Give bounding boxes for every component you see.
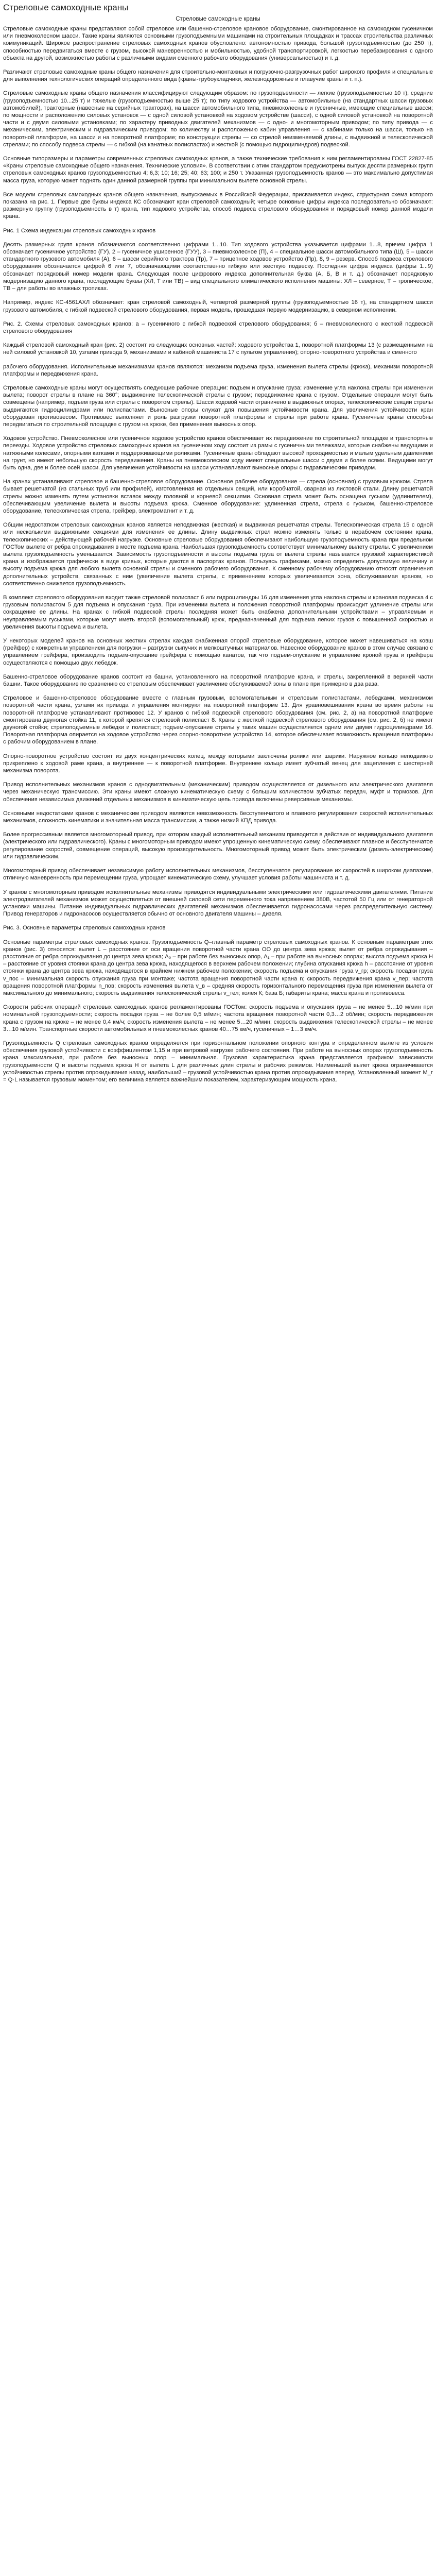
article-paragraph: Основные параметры стреловых самоходных кранов. Грузоподъемность Q–главный параметр стреловых самоходных кранов. К основным параметрам этих кранов (рис. 3) относятся: вылет L – расстояние от оси вращения поворотной части крана ОО до центра зева крюка; вылет от ребра опрокидывания – расстояние от ребра опрокидывания до центра зева крюка; А₀ – при работе без выносных опор, А₁ – при работе на выносных опорах; высота подъема крюка H – расстояние от уровня стоянки крана до центра зева крюка, находящегося в верхнем рабочем положении; глубина опускания крюка h – расстояние от уровня стоянки крана до центра зева крюка, находящегося в крайнем нижнем рабочем положении; скорость подъема и опускания груза v_гр; скорость посадки груза v_пос – минимальная скорость опускания груза при монтаже; частота вращения поворотной части крана n; скорость передвижения крана v_пер; частота вращения поворотной платформы n_пов; скорость изменения вылета v_в – средняя скорость горизонтального перемещения груза при изменении вылета от максимального до минимального; скорость выдвижения телескопической стрелы v_тел; колея К; база Б; габариты крана; масса крана и противовеса. [3, 939, 433, 996]
article-paragraph: Рис. 1 Схема индексации стреловых самоходных кранов [3, 227, 156, 234]
article-paragraph: Стреловые самоходные краны представляют собой стреловое или башенно-стреловое крановое оборудование, смонтированное на самоходном гусеничном или пневмоколесном шасси. Такие краны являются основными грузоподъемными машинами на строительных площадках и трассах строительства различных коммуникаций. Широкое распространение стреловых самоходных кранов обусловлено: автономностью привода, большой грузоподъемностью (до 250 т), способностью передвигаться вместе с грузом, высокой маневренностью и мобильностью, удобной транспортировкой, легкостью перебазирования с одного объекта на другой, возможностью работы с различными видами сменного рабочего оборудования (универсальностью) и т. д. [3, 26, 433, 61]
article-paragraph: Например, индекс КС-4561АХЛ обозначает: кран стреловой самоходный, четвертой размерной группы (грузоподъемностью 16 т), на стандартном шасси грузового автомобиля, с гибкой подвеской стрелового оборудования, первая модель, прошедшая первую модернизацию, в северном исполнении. [3, 299, 433, 313]
article-paragraph: Привод исполнительных механизмов кранов с однодвигательным (механическим) приводом осуществляется от дизельного или электрического двигателя через механическую трансмиссию. Эти краны имеют сложную кинематическую схему с большим количеством зубчатых передач, муфт и тормозов. Для обеспечения независимых движений отдельных механизмов в кинематическую цепь привода включены реверсивные механизмы. [3, 782, 433, 803]
article-paragraph: Основными недостатками кранов с механическим приводом являются невозможность бесступенчатого и плавного регулирования скоростей исполнительных механизмов, сложность кинематики и значительная масса трансмиссии, а также низкий КПД привода. [3, 810, 433, 824]
article-paragraph: Опорно-поворотное устройство состоит из двух концентрических колец, между которыми заключены ролики или шарики. Наружное кольцо неподвижно прикреплено к ходовой раме крана, а внутреннее — к поворотной платформе. Внутреннее кольцо имеет зубчатый венец для зацепления с шестерней механизма поворота. [3, 753, 433, 774]
page-title: Стреловые самоходные краны [3, 3, 129, 12]
article-paragraph: Более прогрессивным является многомоторный привод, при котором каждый исполнительный механизм приводится в действие от индивидуального двигателя (электрического или гидравлического). Краны с многомоторным приводом имеют упрощенную кинематическую схему, обеспечивают плавное и бесступенчатое регулирование скоростей, совмещение операций, высокую производительность. Многомоторный привод может быть электрическим (дизель-электрическим) или гидравлическим. [3, 832, 433, 860]
article-paragraph: Стреловые самоходные краны могут осуществлять следующие рабочие операции: подъем и опускание груза; изменение угла наклона стрелы при изменении вылета; поворот стрелы в плане на 360°; выдвижение телескопической стрелы с грузом; передвижение крана с грузом. Отдельные операции могут быть совмещены (например, подъем груза или стрелы с поворотом стрелы). Шасси ходовой части ограничено в выдвижных опорах, телескопические секции стрелы выдвигаются гидроцилиндрами или полиспастами. Выносные опоры служат для повышения устойчивости крана. Для увеличения устойчивости кран оборудован противовесом. Противовес выполняет и роль разгрузки поворотной платформы и стрелы при работе крана. Гусеничные краны способны передвигаться по строительной площадке с грузом на крюке, без применения выносных опор. [3, 384, 433, 428]
article-paragraph: Рис. 3. Основные параметры стреловых самоходных кранов [3, 925, 166, 931]
article-paragraph: Основные типоразмеры и параметры современных стреловых самоходных кранов, а также технические требования к ним регламентированы ГОСТ 22827-85 «Краны стреловые самоходные общего назначения. Технические условия». В соответствии с этим стандартом предусмотрены выпуск десяти размерных групп стреловых самоходных кранов грузоподъемностью 4; 6,3; 10; 16; 25; 40; 63; 100; и 250 т. Указанная грузоподъемность кранов — это максимально допустимая масса груза, которую может поднять один данной размерной группы при минимальном вылете основной стрелы. [3, 156, 433, 184]
article-paragraph: В комплект стрелового оборудования входит также стреловой полиспаст 6 или гидроцилиндры 16 для изменения угла наклона стрелы и крановая подвеска 4 с грузовым полиспастом 5 для подъема и опускания груза. При изменении вылета и положения поворотной платформы происходит удлинение стрелы или сокращение ее длины. На кранах с гибкой подвеской стрелы последняя может быть снабжена дополнительными устройствами – управляемым и неуправляемым гуськами, которые могут иметь второй (вспомогательный) крюк, предназначенный для подъема легких грузов с повышенной скоростью и увеличения высоты подъема и вылета. [3, 595, 433, 630]
article-paragraph: Рис. 2. Схемы стреловых самоходных кранов: а – гусеничного с гибкой подвеской стрелового оборудования; б – пневмоколесного с жесткой подвеской стрелового оборудования [3, 320, 433, 334]
article-paragraph: Различают стреловые самоходные краны общего назначения для строительно-монтажных и погрузочно-разгрузочных работ широкого профиля и специальные для выполнения технологических операций определенного вида (краны-трубоукладчики, железнодорожные и плавучие краны и т. п.). [3, 69, 433, 83]
article-paragraph: На кранах устанавливают стреловое и башенно-стреловое оборудование. Основное рабочее оборудование — стрела (основная) с грузовым крюком. Стрела бывает решетчатой (из стальных труб или профилей), изготовленная из отдельных секций, или коробчатой, сварная из листовой стали. Длину решетчатой стрелы можно изменять путем установки вставок между головной и корневой секциями. Основная стрела может быть оснащена гуськом (удлинителем), обеспечивающим увеличение вылета и высоты подъема крюка. Сменное оборудование: удлиненная стрела, стрела с гуськом, башенно-стреловое оборудование, телескопическая стрела, грейфер, электромагнит и т. д. [3, 479, 433, 514]
article-paragraph: Многомоторный привод обеспечивает независимую работу исполнительных механизмов, бесступенчатое регулирование их скоростей в широком диапазоне, отличную маневренность при перемещении груза, упрощает кинематическую схему, улучшает условия работы машиниста и т. д. [3, 868, 433, 882]
article-paragraph: Все модели стреловых самоходных кранов общего назначения, выпускаемых в Российской Федерации, присваивается индекс, структурная схема которого показана на рис. 1. Первые две буквы индекса КС обозначают кран стреловой самоходный; четыре основные цифры индекса последовательно обозначают: размерную группу (грузоподъемность в т) крана, тип ходового устройства, способ подвеса стрелового оборудования и порядковый номер данной модели крана. [3, 191, 433, 220]
article-paragraph: У некоторых моделей кранов на основных жестких стрелах каждая снабженная опорой стреловые оборудование, которое может навешиваться на ковш (грейфер) с конкретным управлением для погрузки – разгрузки сыпучих и мелкоштучных материалов. Навесное оборудование кранов в этом случае связано с управлением грейфера, производить подъем-опускание грейфера с помощью канатов, так что подъем-опускание и управление кроной груза и грейфера осуществляются с помощью двух лебедок. [3, 638, 433, 666]
article-paragraph: Общим недостатком стреловых самоходных кранов является неподвижная (жесткая) и выдвижная решетчатая стрелы. Телескопическая стрела 15 с одной или несколькими выдвижными секциями для изменения ее длины. Длину выдвижных стрел можно изменять только в нерабочем состоянии крана, телескопических – действующей рабочей нагрузке. Основные стреловые оборудования обеспечивают наибольшую грузоподъемность крана при предельном ГОСТом вылете от ребра опрокидывания в месте подъема крана. Наибольшая грузоподъемность соответствует минимальному вылету стрелы. С увеличением вылета грузоподъемность уменьшается. Зависимость грузоподъемности и высоты подъема груза от вылета стрелы называется грузовой характеристикой крана и изображается графически в виде кривых, которые даются в паспортах кранов. Пользуясь графиками, можно определить допустимую величину и высоту подъема крюка для любого вылета основной стрелы и сменного рабочего оборудования. К сменному рабочему оборудованию относят ограничения дополнительных устройств, связанных с ним (увеличение вылета стрелы, с применением которых увеличивается зона, обслуживаемая краном, но соответственно снижается грузоподъемность. [3, 522, 433, 587]
article-paragraph: Башенно-стреловое оборудование кранов состоит из башни, установленного на поворотной платформе крана, и стрелы, закрепленной в верхней части башни. Такое оборудование по сравнению со стреловым обеспечивает увеличение обслуживаемой зоны в плане при примерно в два раза. [3, 673, 433, 688]
article-body [3, 25, 433, 1083]
article-paragraph: Каждый стреловой самоходный кран (рис. 2) состоит из следующих основных частей: ходового устройства 1, поворотной платформы 13 (с размещенными на ней силовой установкой 10, узлами привода 9, механизмами и кабиной машиниста 17 с пультом управления); опорно-поворотного устройства и сменного [3, 342, 433, 356]
article-paragraph: Скорости рабочих операций стреловых самоходных кранов регламентированы ГОСТом: скорость подъема и опускания груза – не менее 5…10 м/мин при номинальной грузоподъемности; скорость посадки груза – не более 0,5 м/мин; частота вращения поворотной части 0,3…2 об/мин; скорость передвижения крана с грузом на крюке – не менее 0,4 км/ч; скорость изменения вылета – не менее 5…20 м/мин; скорость выдвижения телескопической стрелы – не менее 3…10 м/мин. Транспортные скорости автомобильных и пневмоколесных кранов 40…75 км/ч, гусеничных – 1…3 км/ч. [3, 1004, 433, 1032]
article-paragraph: Грузоподъемность Q стреловых самоходных кранов определяется при горизонтальном положении опорного контура и определенном вылете из условия обеспечения грузовой устойчивости с коэффициентом 1,15 и при ветровой нагрузке рабочего состояния. При работе на выносных опорах грузоподъемность крана максимальная, при работе без выносных опор – минимальная. Грузовая характеристика крана представляется графиком зависимости грузоподъемности Q и высоты подъема крюка H от вылета L для различных длин стрелы и рабочих режимов. Наименьший вылет крюка ограничивается устойчивостью стрелы против опрокидывания назад, наибольший – грузовой устойчивостью крана против опрокидывания вперед. Установленный момент M_г = Q·L называется грузовым моментом; его величина является важнейшим показателем, характеризующим мощность крана. [3, 1040, 433, 1083]
article-paragraph: Стреловое и башенно-стреловое оборудование вместе с главным грузовым, вспомогательным и стреловым полиспастами, лебедками, механизмом поворотной части крана, узлами их привода и управления монтируют на поворотной платформе 13. Для уравновешивания крана во время работы на поворотной платформе устанавливают противовес 12. У кранов с гибкой подвеской стрелового оборудования (см. рис. 2, а) на поворотной платформе смонтирована двуногая стойка 11, к которой крепятся стреловой полиспаст 8. Краны с жесткой подвеской стрелового оборудования (см. рис. 2, б) не имеют двуногой стойки; стрелоподъемные лебедки и полиспаст; подъем-опускание стрелы у таких машин осуществляется одним или двумя гидроцилиндрами 16. Поворотная платформа опирается на ходовое устройство через опорно-поворотное устройство 14, которое обеспечивает возможность вращения платформы с рабочим оборудованием в плане. [3, 695, 433, 745]
article-paragraph: Десять размерных групп кранов обозначаются соответственно цифрами 1...10. Тип ходового устройства указывается цифрами 1...8, причем цифра 1 обозначает гусеничное устройство (ГУ), 2 – гусеничное уширенное (ГУУ), 3 – пневмоколесное (П), 4 – специальное шасси автомобильного типа (Ш), 5 – шасси стандартного грузового автомобиля (А), 6 – шасси серийного трактора (Тр), 7 – прицепное ходовое устройство (Пр), 8, 9 – резерв. Способ подвеса стрелового оборудования обозначается цифрой 6 или 7, обозначающими соответственно гибкую или жесткую подвеску. Последняя цифра индекса (цифры 1...9) обозначает порядковый номер модели крана. Следующая после цифрового индекса дополнительная буква (А, Б, В и т. д.) обозначает порядковую модернизацию данного крана, последующие буквы (ХЛ, Т или ТВ) – вид специального климатического исполнения машины: ХЛ – северное, Т – тропическое, ТВ – для работы во влажных тропиках. [3, 241, 433, 292]
article-paragraph: Ходовое устройство. Пневмоколесное или гусеничное ходовое устройство кранов обеспечивает их передвижение по строительной площадке и транспортные переезды. Ходовое устройство стреловых самоходных кранов на гусеничном ходу состоит из рамы с гусеничными тележками, которые снабжены ведущими и натяжными колесами, опорными катками и поддерживающими роликами. Гусеничные краны обладают высокой проходимостью и малым удельным давлением на грунт, но имеют небольшую скорость передвижения. Краны на пневмоколесном ходу имеют специальные шасси с двумя и более осями. Ведущими могут быть одна, две и более осей шасси. Для увеличения устойчивости на шасси устанавливают выносные опоры с гидравлическим приводом. [3, 435, 433, 471]
page [0, 0, 436, 1089]
article-paragraph: Стреловые самоходные краны общего назначения классифицируют следующим образом: по грузоподъемности — легкие (грузоподъемностью 10 т), средние (грузоподъемностью 10...25 т) и тяжелые (грузоподъемностью выше 25 т); по типу ходового устройства — автомобильные (на стандартных шасси грузовых автомобилей), тракторные (навесные на серийных тракторах), на шасси автомобильного типа, пневмоколесные и гусеничные, имеющие специальные шасси; по мощности и расположению силовых установок — с одной силовой установкой на ходовом устройстве (шасси), с одной силовой установкой на поворотной части и с двумя силовыми установками; по характеру приводных двигателей механизмов — с одно- и многомоторным приводом; по типу привода — с механическим, электрическим и гидравлическим приводом; по количеству и расположению кабин управления — с кабинами только на шасси, только на поворотной платформе, на шасси и на поворотной платформе; по конструкции стрелы — со стрелой неизменяемой длины, с выдвижной и телескопической стрелами; по способу подвеса стрелы — с гибкой (на канатных полиспастах) и жесткой (с помощью гидроцилиндров) подвеской. [3, 90, 433, 148]
article-paragraph: У кранов с многомоторным приводом исполнительные механизмы приводятся индивидуальными электрическими или гидравлическими двигателями. Питание электродвигателей механизмов может осуществляться от внешней силовой сети переменного тока напряжением 380В, частотой 50 Гц или от генераторной установки машины. Питание индивидуальных гидравлических двигателей механизмов обеспечивается гидронасосами через распределительную систему. Привод генераторов и гидронасосов осуществляется обычно от основного двигателя машины – дизеля. [3, 889, 433, 918]
article-paragraph: рабочего оборудования. Исполнительные механизмами кранов являются: механизм подъема груза, изменения вылета стрелы (крюка), механизм поворотной платформы и передвижения крана. [3, 363, 433, 377]
page-subtitle: Стреловые самоходные краны [176, 16, 260, 22]
